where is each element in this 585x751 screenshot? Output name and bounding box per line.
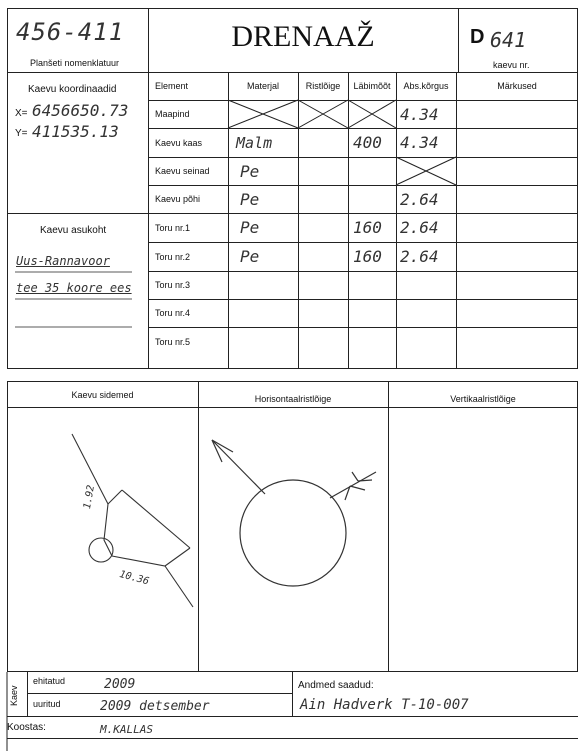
- y-coordinate: 411535.13: [32, 122, 119, 141]
- location-line2: tee 35 koore ees: [16, 281, 132, 295]
- sketch-header-vertical: Vertikaalristlõige: [450, 394, 516, 404]
- coordinates-label: Kaevu koordinaadid: [28, 84, 117, 95]
- row-material: Pe: [240, 247, 260, 266]
- row-material: Malm: [236, 133, 273, 152]
- page-title: DRENAAŽ: [231, 20, 375, 53]
- row-element: Maapind: [155, 109, 190, 119]
- sheet-number: 456-411: [16, 18, 125, 46]
- row-material: Pe: [240, 218, 260, 237]
- author-value: M.KALLAS: [100, 723, 153, 736]
- checked-label: uuritud: [33, 699, 61, 709]
- well-prefix: D: [470, 26, 485, 48]
- row-material: Pe: [240, 161, 260, 181]
- row-height: 2.64: [400, 218, 439, 237]
- row-element: Toru nr.5: [155, 337, 191, 347]
- row-element: Toru nr.2: [155, 251, 191, 262]
- col-header-height: Abs.kõrgus: [403, 81, 449, 91]
- row-element: Kaevu kaas: [155, 137, 203, 148]
- row-height: 2.64: [400, 247, 439, 266]
- sketch-dimension-1: 1.92: [82, 484, 98, 510]
- row-element: Toru nr.1: [155, 222, 191, 233]
- row-height: 4.34: [400, 133, 439, 152]
- built-value: 2009: [104, 677, 136, 692]
- sketch-dimension-2: 10.36: [118, 569, 151, 588]
- row-height: 2.64: [400, 189, 439, 209]
- row-height: 4.34: [400, 104, 439, 124]
- location-line1: Uus-Rannavoor: [16, 254, 110, 268]
- row-diameter: 160: [353, 218, 382, 237]
- row-element: Toru nr.3: [155, 280, 191, 290]
- sketch-header-connections: Kaevu sidemed: [71, 390, 134, 400]
- built-label: ehitatud: [33, 676, 66, 686]
- col-header-material: Materjal: [246, 81, 279, 91]
- col-header-cross: Ristlõige: [305, 81, 341, 91]
- row-material: Pe: [240, 189, 260, 209]
- col-header-diameter: Läbimõõt: [353, 81, 391, 91]
- row-element: Kaevu põhi: [155, 194, 201, 204]
- col-header-element: Element: [155, 81, 189, 91]
- data-source-value: Ain Hadverk T-10-007: [300, 697, 469, 713]
- row-element: Kaevu seinad: [155, 166, 210, 176]
- row-diameter: 400: [353, 133, 382, 152]
- data-source-label: Andmed saadud:: [298, 680, 374, 691]
- x-coordinate: 6456650.73: [32, 101, 129, 120]
- x-prefix: X=: [15, 108, 28, 119]
- sketch-header-horizontal: Horisontaalristlõige: [254, 394, 332, 404]
- row-diameter: 160: [353, 247, 382, 266]
- footer-side-label: Kaev: [9, 685, 19, 706]
- well-number: 641: [490, 28, 527, 52]
- y-prefix: Y=: [15, 128, 28, 139]
- row-element: Toru nr.4: [155, 308, 191, 318]
- well-label: kaevu nr.: [493, 60, 530, 70]
- sheet-label: Planšeti nomenklatuur: [30, 58, 120, 68]
- col-header-notes: Märkused: [497, 81, 537, 91]
- location-label: Kaevu asukoht: [40, 225, 107, 236]
- checked-value: 2009 detsember: [100, 699, 210, 714]
- author-label: Koostas:: [7, 722, 46, 733]
